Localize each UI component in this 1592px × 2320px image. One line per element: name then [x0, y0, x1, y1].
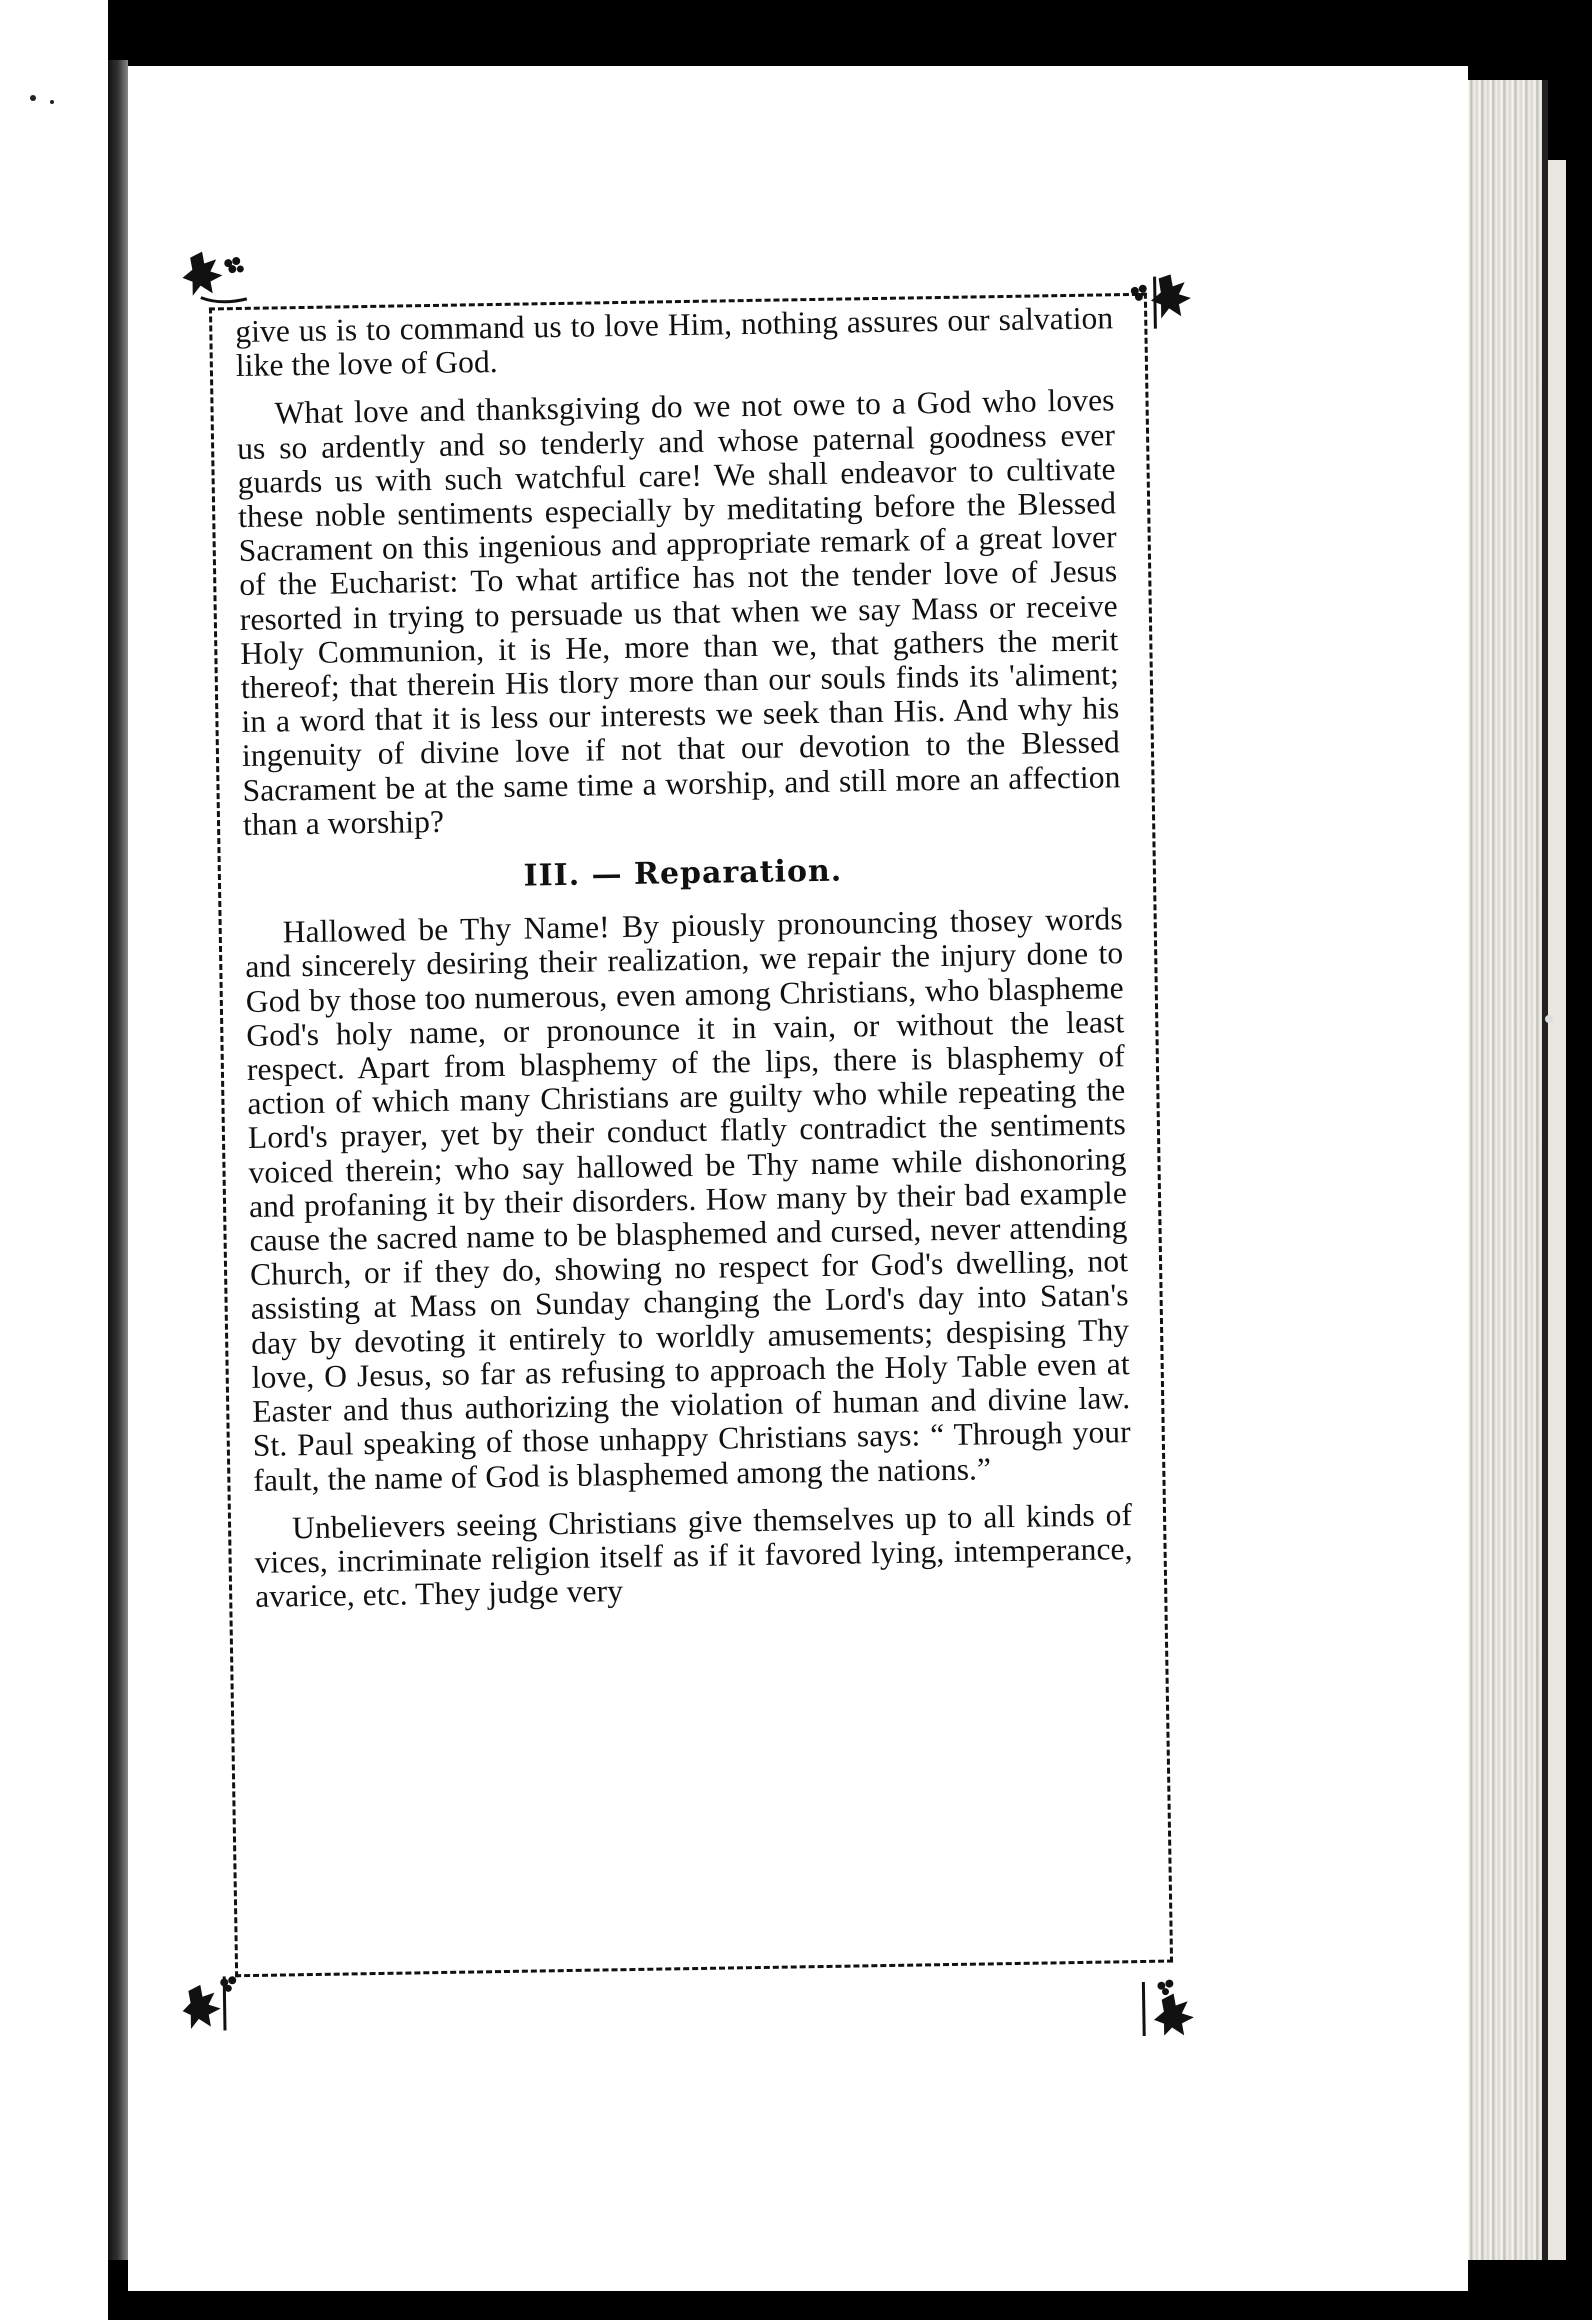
binding-mark	[30, 95, 36, 101]
section-heading: III. — Reparation.	[523, 853, 843, 894]
paragraph: What love and thanksgiving do we not owe to a God who loves us so ardently and so tenderly and whose paternal goodness ever guards us with such watchful care! We shall endeavor to cultivate these noble sentiments especially by meditating before the Blessed Sacrament on this ingenious and appropriate remark of a great lover of the Eucharist: To what artifice has not the tender love of Jesus resorted in trying to persuade us that when we say Mass or receive Holy Communion, it is He, more than we, that gathers the merit thereof; that therein His tlory more than our souls finds its 'aliment; in a word that it is less our interests we seek than His. And why his ingenuity of divine love if not that our devotion to the Blessed Sacrament be at the same time a worship, and still more an affection than a worship?	[236, 382, 1121, 842]
page-text	[235, 301, 1134, 1628]
vine-leaf-grape-icon	[1125, 272, 1196, 333]
paragraph: Unbelievers seeing Christians give themselves up to all kinds of vices, incriminate religion itself as if it favored lying, intemperance, avarice, etc. They judge very	[254, 1496, 1133, 1615]
binding-mark	[50, 100, 54, 104]
vine-leaf-grape-icon	[180, 249, 251, 310]
vine-leaf-grape-icon	[180, 1972, 251, 2033]
edge-mark	[1545, 1015, 1553, 1023]
spine-shadow	[108, 60, 128, 2260]
vine-leaf-grape-icon	[1131, 1977, 1202, 2038]
ornamental-frame	[209, 293, 1173, 1978]
left-binding-strip	[0, 0, 108, 2320]
paragraph: Hallowed be Thy Name! By piously pronouncing thosey words and sincerely desiring their realization, we repair the injury done to God by those too numerous, even among Christians, who blaspheme God's holy name, or pronounce it in vain, or without the least respect. Apart from blasphemy of the lips, there is blasphemy of action of which many Christians are guilty who while repeating the Lord's prayer, yet by their conduct flatly contradict the sentiments voiced therein; who say hallowed be Thy name while dishonoring and profaning it by their disorders. How many by their bad example cause the sacred name to be blasphemed and cursed, never attending Church, or if they do, showing no respect for God's dwelling, not assisting at Mass on Sunday changing the Lord's day into Satan's day by devoting it entirely to worldly amusements; despising Thy love, O Jesus, so far as refusing to approach the Holy Table even at Easter and thus authorizing the violation of human and divine law. St. Paul speaking of those unhappy Christians says: “ Through your fault, the name of God is blasphemed among the nations.”	[245, 901, 1131, 1498]
paragraph: give us is to command us to love Him, nothing assures our salvation like the love of God.	[235, 300, 1114, 384]
